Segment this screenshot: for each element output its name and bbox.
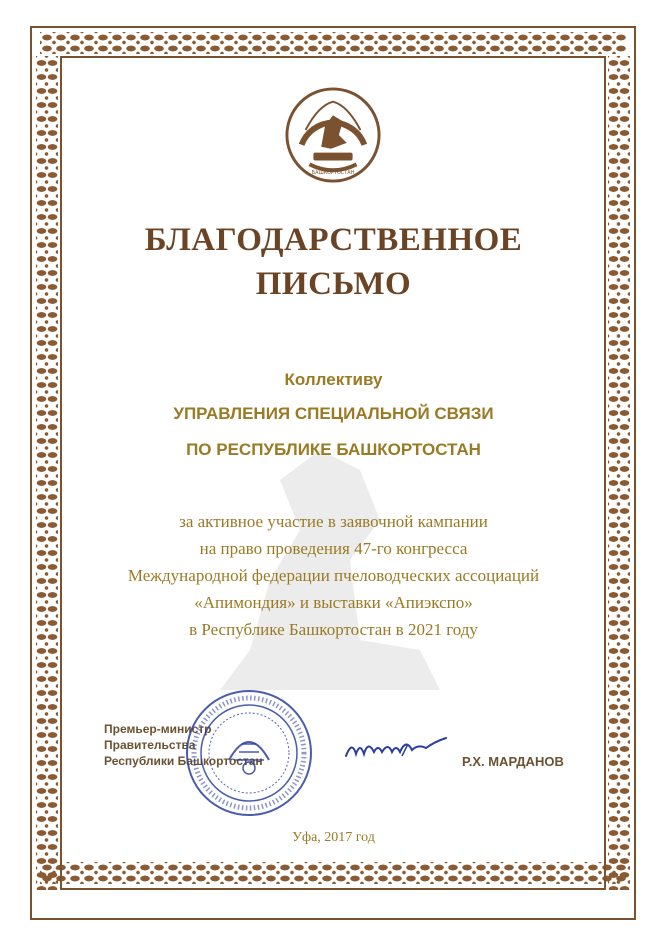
recipient-organization-line-1: УПРАВЛЕНИЯ СПЕЦИАЛЬНОЙ СВЯЗИ [173, 404, 494, 423]
recipient-label: Коллективу [284, 370, 383, 389]
svg-text:БАШКОРТОСТАН: БАШКОРТОСТАН [311, 170, 355, 177]
handwritten-signature [342, 722, 452, 772]
body-text-line: за активное участие в заявочной кампании [179, 512, 488, 531]
recipient-organization-line-2: ПО РЕСПУБЛИКЕ БАШКОРТОСТАН [186, 440, 481, 459]
signatory-title-line: Премьер-министр [104, 722, 212, 736]
government-seal-stamp [184, 688, 314, 818]
signatory-title-line: Республики Башкортостан [104, 754, 263, 768]
place-and-date: Уфа, 2017 год [292, 830, 375, 845]
body-text-line: «Апимондия» и выставки «Апиэкспо» [194, 593, 473, 612]
signatory-title-line: Правительства [104, 738, 196, 752]
body-text-line: Международной федерации пчеловодческих ассоциаций [127, 566, 540, 585]
body-text-line: в Республике Башкортостан в 2021 году [189, 620, 478, 639]
document-title-line-2: ПИСЬМО [255, 266, 412, 302]
document-title-line-1: БЛАГОДАРСТВЕННОЕ [144, 222, 523, 258]
bashkortostan-coat-of-arms-icon [284, 86, 382, 184]
body-text-line: на право проведения 47-го конгресса [199, 539, 468, 558]
signatory-name: Р.Х. МАРДАНОВ [462, 754, 564, 769]
